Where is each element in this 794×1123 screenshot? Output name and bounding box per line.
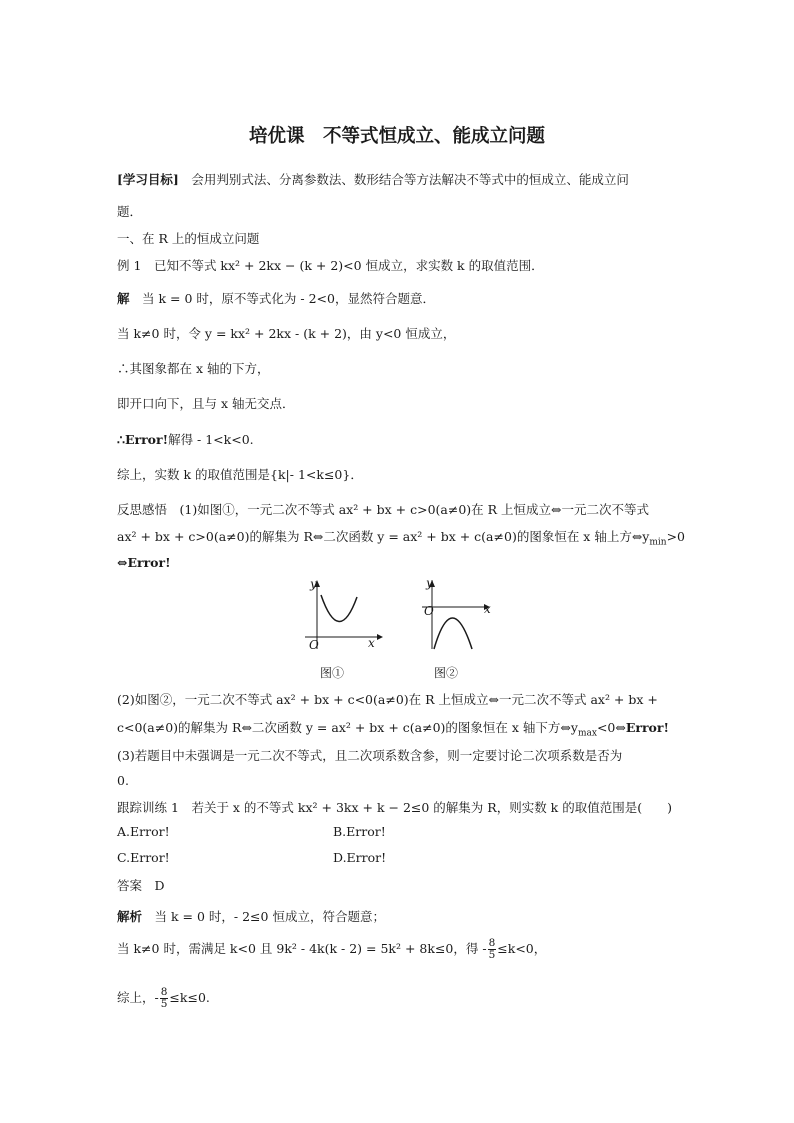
analysis-line-1: 解析 当 k = 0 时，- 2≤0 恒成立，符合题意； xyxy=(117,909,385,924)
reflection-label: 反思感悟 xyxy=(117,502,168,517)
fig1-x-label: x xyxy=(368,636,375,650)
fig2-y-label: y xyxy=(426,576,433,590)
solution-line-2: 当 k≠0 时，令 y = kx² + 2kx - (k + 2)，由 y<0 恒成立， xyxy=(117,326,456,341)
reflection-line-3 xyxy=(117,555,171,570)
solution-label: 解 xyxy=(117,291,130,306)
section-heading-1: 一、在 R 上的恒成立问题 xyxy=(117,231,260,246)
fraction: $\frac{8}{5}$ xyxy=(488,937,496,961)
answer-value: D xyxy=(142,878,165,893)
option-a: A.Error! xyxy=(117,824,170,839)
fig2-x-label: x xyxy=(484,602,491,616)
reflection-line-4: (2)如图②，一元二次不等式 ax² + bx + c<0(a≠0)在 R 上恒成立⇔一元二次不等式 ax² + bx + xyxy=(117,692,658,707)
fig1-origin-label: O xyxy=(309,638,319,652)
option-c: C.Error! xyxy=(117,850,170,865)
answer-label: 答案 xyxy=(117,878,143,893)
analysis-line-3: 综上，- $\frac{8}{5}$ ≤k≤0. xyxy=(117,986,210,1010)
objective-text: 会用判别式法、分离参数法、数形结合等方法解决不等式中的恒成立、能成立问 xyxy=(178,172,629,187)
page-title: 培优课 不等式恒成立、能成立问题 xyxy=(248,126,545,147)
reflection-line-7: 0. xyxy=(117,773,129,788)
x-axis-arrow xyxy=(377,634,383,640)
option-d: D.Error! xyxy=(333,850,387,865)
solution-line-4: 即开口向下，且与 x 轴无交点． xyxy=(117,396,295,411)
solution-line-3: ∴其图象都在 x 轴的下方， xyxy=(117,361,270,376)
reflection-line-5: c<0(a≠0)的解集为 R⇔二次函数 y = ax² + bx + c(a≠0)的图象恒在 x 轴下方$\Leftrightarrow y_{max}<0\Leftrightarrow Error$! xyxy=(117,720,669,739)
reflection-line-1: 反思感悟 (1)如图①，一元二次不等式 ax² + bx + c>0(a≠0)在 R 上恒成立⇔一元二次不等式 xyxy=(117,502,649,517)
example-label: 例 1 xyxy=(117,258,142,273)
exercise-label: 跟踪训练 1 xyxy=(117,800,179,815)
objective-tag: [学习目标] xyxy=(117,172,179,187)
option-b: B.Error! xyxy=(333,824,386,839)
parabola-up xyxy=(321,595,357,622)
exercise-1: 跟踪训练 1 若关于 x 的不等式 kx² + 3kx + k − 2≤0 的解集为 R，则实数 k 的取值范围是( ) xyxy=(117,800,672,815)
reflection-line-6: (3)若题目中未强调是一元二次不等式，且二次项系数含参，则一定要讨论二次项系数是否为 xyxy=(117,748,623,763)
error-text: ⇔Error! xyxy=(117,555,171,570)
objective-line-1 xyxy=(117,170,629,188)
analysis-label: 解析 xyxy=(117,909,143,924)
error-text: ∴Error! xyxy=(117,432,169,447)
solution-line-5: ∴Error!解得 - 1<k<0. xyxy=(117,432,254,447)
analysis-line-2: 当 k≠0 时，需满足 k<0 且 9k² - 4k(k - 2) = 5k² + 8k≤0，得 - $\frac{8}{5}$ ≤k<0， xyxy=(117,937,547,961)
solution-line-1: 解 当 k = 0 时，原不等式化为 - 2<0，显然符合题意． xyxy=(117,291,435,306)
solution-line-6: 综上，实数 k 的取值范围是{k|- 1<k≤0}． xyxy=(117,467,363,482)
objective-line-2: 题． xyxy=(117,204,143,219)
reflection-line-2: ax² + bx + c>0(a≠0)的解集为 R⇔二次函数 y = ax² + bx + c(a≠0)的图象恒在 x 轴上方$\Leftrightarrow y_{min}>0$ xyxy=(117,529,686,548)
fig2-caption: 图② xyxy=(434,666,459,680)
fraction: $\frac{8}{5}$ xyxy=(160,986,168,1010)
example-1 xyxy=(117,256,544,274)
fig2-origin-label: O xyxy=(424,604,434,618)
answer-line xyxy=(117,876,165,894)
error-text: Error! xyxy=(625,720,669,735)
fig1-caption: 图① xyxy=(320,666,345,680)
parabola-down xyxy=(434,618,472,649)
fig1-y-label: y xyxy=(310,577,317,591)
example-text: 已知不等式 kx² + 2kx − (k + 2)<0 恒成立，求实数 k 的取值范围． xyxy=(141,258,544,273)
